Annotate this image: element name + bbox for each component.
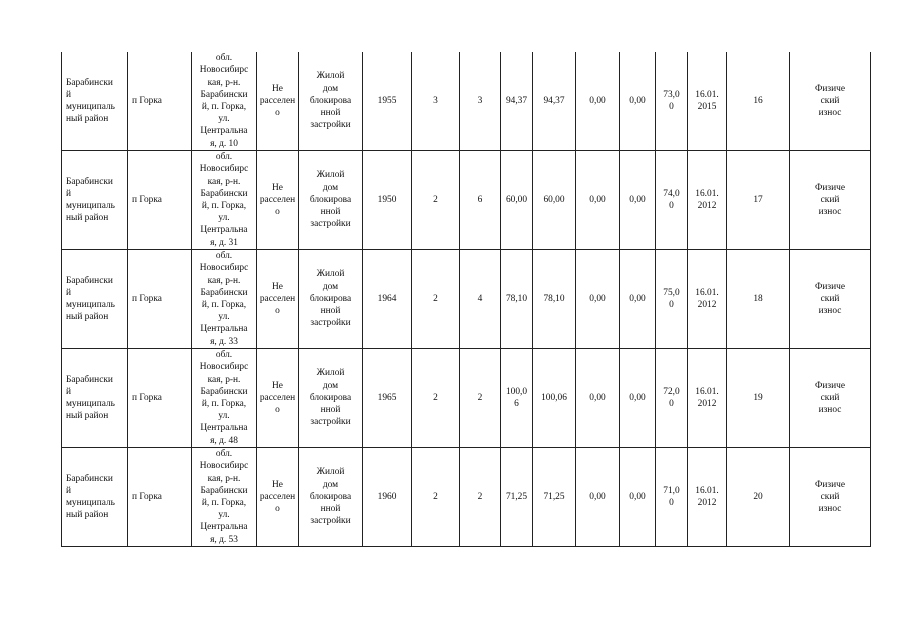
district-cell: Барабински й муниципаль ный район xyxy=(62,448,128,547)
reason-cell: Физиче ский износ xyxy=(790,448,871,547)
total-area-cell: 78,10 xyxy=(501,250,533,349)
building-type-cell: Жилой дом блокирова нной застройки xyxy=(299,448,363,547)
year-cell: 1965 xyxy=(363,349,412,448)
living-area-cell: 60,00 xyxy=(533,151,576,250)
total-area-cell: 94,37 xyxy=(501,52,533,151)
area-a-cell: 0,00 xyxy=(576,250,620,349)
area-a-cell: 0,00 xyxy=(576,52,620,151)
units-cell: 6 xyxy=(460,151,501,250)
living-area-cell: 100,06 xyxy=(533,349,576,448)
status-cell: Не расселено xyxy=(257,52,299,151)
units-cell: 4 xyxy=(460,250,501,349)
reason-cell: Физиче ский износ xyxy=(790,52,871,151)
living-area-cell: 71,25 xyxy=(533,448,576,547)
year-cell: 1960 xyxy=(363,448,412,547)
wear-percent-cell: 72,0 0 xyxy=(656,349,688,448)
area-a-cell: 0,00 xyxy=(576,349,620,448)
number-cell: 20 xyxy=(727,448,790,547)
status-cell: Не расселено xyxy=(257,349,299,448)
floors-cell: 2 xyxy=(412,448,460,547)
building-type-cell: Жилой дом блокирова нной застройки xyxy=(299,250,363,349)
document-page xyxy=(61,52,871,547)
wear-percent-cell: 74,0 0 xyxy=(656,151,688,250)
area-b-cell: 0,00 xyxy=(620,151,656,250)
table-row xyxy=(62,250,871,349)
units-cell: 2 xyxy=(460,448,501,547)
date-cell: 16.01. 2012 xyxy=(688,349,727,448)
area-b-cell: 0,00 xyxy=(620,349,656,448)
floors-cell: 3 xyxy=(412,52,460,151)
district-cell: Барабински й муниципаль ный район xyxy=(62,349,128,448)
table-row xyxy=(62,349,871,448)
number-cell: 16 xyxy=(727,52,790,151)
building-type-cell: Жилой дом блокирова нной застройки xyxy=(299,151,363,250)
date-cell: 16.01. 2012 xyxy=(688,151,727,250)
settlement-cell: п Горка xyxy=(128,349,192,448)
table-row xyxy=(62,52,871,151)
address-cell: обл. Новосибирс кая, р-н. Барабински й, п. Горка, ул. Центральна я, д. 10 xyxy=(192,52,257,151)
total-area-cell: 100,0 6 xyxy=(501,349,533,448)
date-cell: 16.01. 2015 xyxy=(688,52,727,151)
settlement-cell: п Горка xyxy=(128,52,192,151)
year-cell: 1955 xyxy=(363,52,412,151)
settlement-cell: п Горка xyxy=(128,250,192,349)
date-cell: 16.01. 2012 xyxy=(688,250,727,349)
total-area-cell: 60,00 xyxy=(501,151,533,250)
district-cell: Барабински й муниципаль ный район xyxy=(62,52,128,151)
address-cell: обл. Новосибирс кая, р-н. Барабински й, п. Горка, ул. Центральна я, д. 31 xyxy=(192,151,257,250)
area-b-cell: 0,00 xyxy=(620,250,656,349)
units-cell: 3 xyxy=(460,52,501,151)
living-area-cell: 78,10 xyxy=(533,250,576,349)
number-cell: 19 xyxy=(727,349,790,448)
settlement-cell: п Горка xyxy=(128,448,192,547)
year-cell: 1950 xyxy=(363,151,412,250)
living-area-cell: 94,37 xyxy=(533,52,576,151)
floors-cell: 2 xyxy=(412,349,460,448)
address-cell: обл. Новосибирс кая, р-н. Барабински й, п. Горка, ул. Центральна я, д. 48 xyxy=(192,349,257,448)
status-cell: Не расселено xyxy=(257,448,299,547)
district-cell: Барабински й муниципаль ный район xyxy=(62,151,128,250)
status-cell: Не расселено xyxy=(257,250,299,349)
status-cell: Не расселено xyxy=(257,151,299,250)
reason-cell: Физиче ский износ xyxy=(790,349,871,448)
units-cell: 2 xyxy=(460,349,501,448)
district-cell: Барабински й муниципаль ный район xyxy=(62,250,128,349)
housing-table xyxy=(61,52,871,547)
floors-cell: 2 xyxy=(412,250,460,349)
area-b-cell: 0,00 xyxy=(620,448,656,547)
building-type-cell: Жилой дом блокирова нной застройки xyxy=(299,52,363,151)
date-cell: 16.01. 2012 xyxy=(688,448,727,547)
reason-cell: Физиче ский износ xyxy=(790,151,871,250)
area-b-cell: 0,00 xyxy=(620,52,656,151)
table-row xyxy=(62,448,871,547)
year-cell: 1964 xyxy=(363,250,412,349)
number-cell: 17 xyxy=(727,151,790,250)
wear-percent-cell: 71,0 0 xyxy=(656,448,688,547)
number-cell: 18 xyxy=(727,250,790,349)
area-a-cell: 0,00 xyxy=(576,151,620,250)
table-row xyxy=(62,151,871,250)
address-cell: обл. Новосибирс кая, р-н. Барабински й, п. Горка, ул. Центральна я, д. 53 xyxy=(192,448,257,547)
reason-cell: Физиче ский износ xyxy=(790,250,871,349)
wear-percent-cell: 75,0 0 xyxy=(656,250,688,349)
floors-cell: 2 xyxy=(412,151,460,250)
address-cell: обл. Новосибирс кая, р-н. Барабински й, п. Горка, ул. Центральна я, д. 33 xyxy=(192,250,257,349)
total-area-cell: 71,25 xyxy=(501,448,533,547)
wear-percent-cell: 73,0 0 xyxy=(656,52,688,151)
area-a-cell: 0,00 xyxy=(576,448,620,547)
settlement-cell: п Горка xyxy=(128,151,192,250)
building-type-cell: Жилой дом блокирова нной застройки xyxy=(299,349,363,448)
